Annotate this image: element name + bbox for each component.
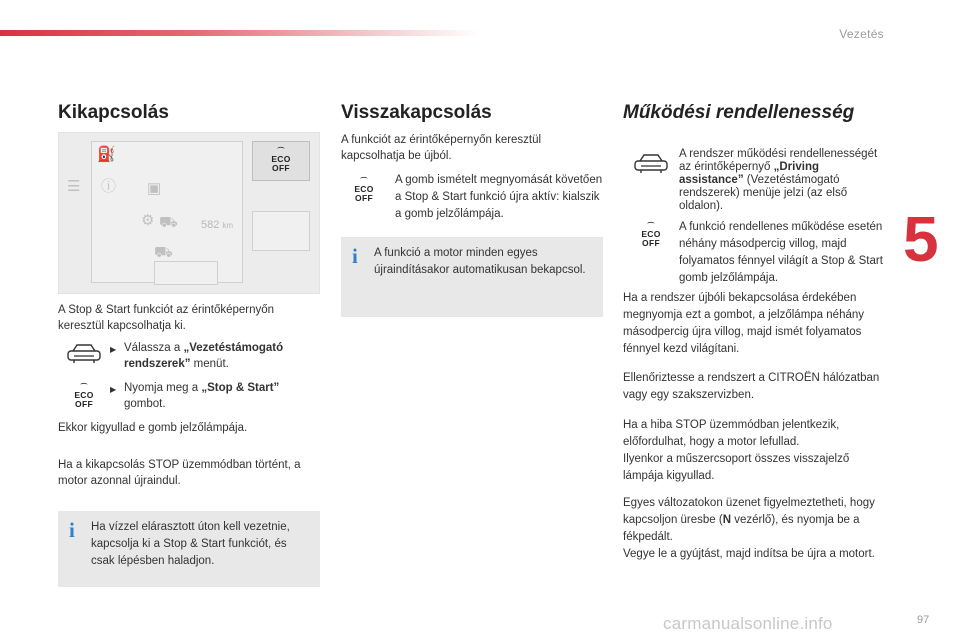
step1-bold: „Vezetéstámogató rendszerek” [124, 342, 284, 370]
info-icon: i [352, 244, 358, 268]
step1-pre: Válassza a [124, 342, 184, 354]
malfunction-para1: Ha a rendszer újbóli bekapcsolása érdekében megnyomja ezt a gombot, a jelzőlámpa néhány másodpercig újra villog, majd ismét folyamatos fénnyel kezd világítani. [623, 292, 865, 355]
header-color-bar [0, 30, 480, 36]
screen-distance [201, 217, 233, 234]
off-label: OFF [75, 399, 93, 409]
info-icon: i [69, 518, 75, 542]
fuel-icon: ⛽ [97, 146, 116, 163]
bullet-icon: ▶ [110, 385, 117, 394]
screen-off-label: OFF [272, 163, 290, 173]
watermark: carmanualsonline.info [663, 614, 833, 633]
para4a-pre: Egyes változatokon üzenet figyelmeztetheti, hogy kapcsoljon üresbe ( [623, 497, 875, 526]
eco-off-button-icon: ⌒ ECO OFF [354, 178, 374, 203]
chapter-number: 5 [903, 203, 939, 275]
malfunction-para3a: Ha a hiba STOP üzemmódban jelentkezik, előfordulhat, hogy a motor lefullad. [623, 419, 840, 448]
eco-label: ECO [354, 184, 374, 194]
car-outline-icon-2: ⛟ [154, 244, 173, 261]
section-reactivation [341, 100, 603, 317]
screen-distance-value: 582 [201, 219, 220, 231]
touchscreen-illustration [58, 132, 320, 294]
off-label: OFF [355, 193, 373, 203]
step-press-button [58, 380, 320, 412]
step1-text [124, 340, 320, 372]
eco-off-button-icon: ⌒ ECO OFF [641, 223, 661, 248]
section-title-deactivation: Kikapcsolás [58, 102, 169, 123]
eco-label: ECO [74, 390, 94, 400]
malfunction-para4b: Vegye le a gyújtást, majd indítsa be újra a motort. [623, 548, 875, 560]
step2-post: gombot. [124, 398, 166, 410]
car-outline-icon: ⛟ [159, 214, 178, 231]
menu-icon: ☰ [67, 178, 81, 195]
item1-pre: A rendszer működési rendellenességét az érintőképernyő [679, 148, 878, 173]
section-header-title: Vezetés [839, 27, 884, 41]
screen-eco-off-icon: ⌒ ECO OFF [271, 148, 291, 173]
screen-eco-label: ECO [271, 154, 291, 164]
step2-pre: Nyomja meg a [124, 382, 202, 394]
screen-bottom-panel [154, 261, 218, 285]
para4a-post: vezérlő), és nyomja be a fékpedált. [623, 514, 860, 543]
malfunction-item2-text: A funkció rendellenes működése esetén néhány másodpercig villog, majd folyamatos fénnyel világít a Stop & Start gomb jelzőlámpája. [679, 221, 883, 284]
screen-right-panel [252, 211, 310, 251]
deactivation-result: Ekkor kigyullad e gomb jelzőlámpája. [58, 422, 248, 434]
malfunction-item-blink [623, 219, 883, 287]
malfunction-para3b: Ilyenkor a műszercsoport összes visszajelző lámpája kigyullad. [623, 453, 850, 482]
assist-icon: ⚙ [141, 212, 155, 229]
malfunction-para4a [623, 495, 883, 546]
malfunction-para2: Ellenőriztesse a rendszert a CITROËN hálózatban vagy egy szakszervizben. [623, 372, 880, 401]
info-text-flooded: Ha vízzel elárasztott úton kell vezetnie, kapcsolja ki a Stop & Start funkciót, és csak lépésben haladjon. [91, 521, 290, 567]
camera-icon: ▣ [147, 180, 162, 197]
info-box-flooded-road [58, 511, 320, 587]
malfunction-item-menu [623, 148, 883, 213]
screen-distance-unit: km [222, 221, 234, 230]
off-label: OFF [642, 238, 660, 248]
reactivation-step-text: A gomb ismételt megnyomását követően a Stop & Start funkció újra aktív: kialszik a gomb jelzőlámpája. [395, 174, 603, 220]
info-text-auto: A funkció a motor minden egyes újraindításakor automatikusan bekapcsol. [374, 247, 586, 276]
step2-text [124, 380, 320, 412]
car-dashboard-icon [58, 340, 110, 364]
deactivation-intro: A Stop & Start funkciót az érintőképernyőn keresztül kapcsolhatja ki. [58, 304, 275, 332]
para4a-bold: N [722, 514, 732, 526]
item1-post: (Vezetéstámogató rendszerek) menüje jelzi (az első oldalon). [679, 174, 848, 212]
section-deactivation [58, 100, 320, 587]
section-title-reactivation: Visszakapcsolás [341, 102, 492, 123]
section-title-malfunction: Működési rendellenesség [623, 102, 855, 123]
reactivation-intro: A funkciót az érintőképernyőn keresztül kapcsolhatja be újból. [341, 134, 542, 162]
page-number: 97 [917, 614, 930, 626]
reactivation-step [341, 172, 603, 223]
step1-post: menüt. [190, 358, 229, 370]
step-select-menu [58, 340, 320, 372]
bullet-icon: ▶ [110, 345, 117, 354]
car-dashboard-icon [623, 148, 679, 174]
section-malfunction [623, 100, 883, 563]
eco-label: ECO [641, 229, 661, 239]
step2-bold: „Stop & Start” [201, 382, 280, 394]
malfunction-item1-text [679, 148, 883, 213]
alert-icon: ⓘ [101, 178, 117, 195]
screen-eco-off-button[interactable] [252, 141, 310, 181]
item1-bold: „Driving assistance” [679, 161, 819, 186]
eco-off-button-icon: ⌒ ECO OFF [74, 384, 94, 409]
info-box-auto-enable [341, 237, 603, 317]
deactivation-note: Ha a kikapcsolás STOP üzemmódban történt, a motor azonnal újraindul. [58, 459, 301, 487]
